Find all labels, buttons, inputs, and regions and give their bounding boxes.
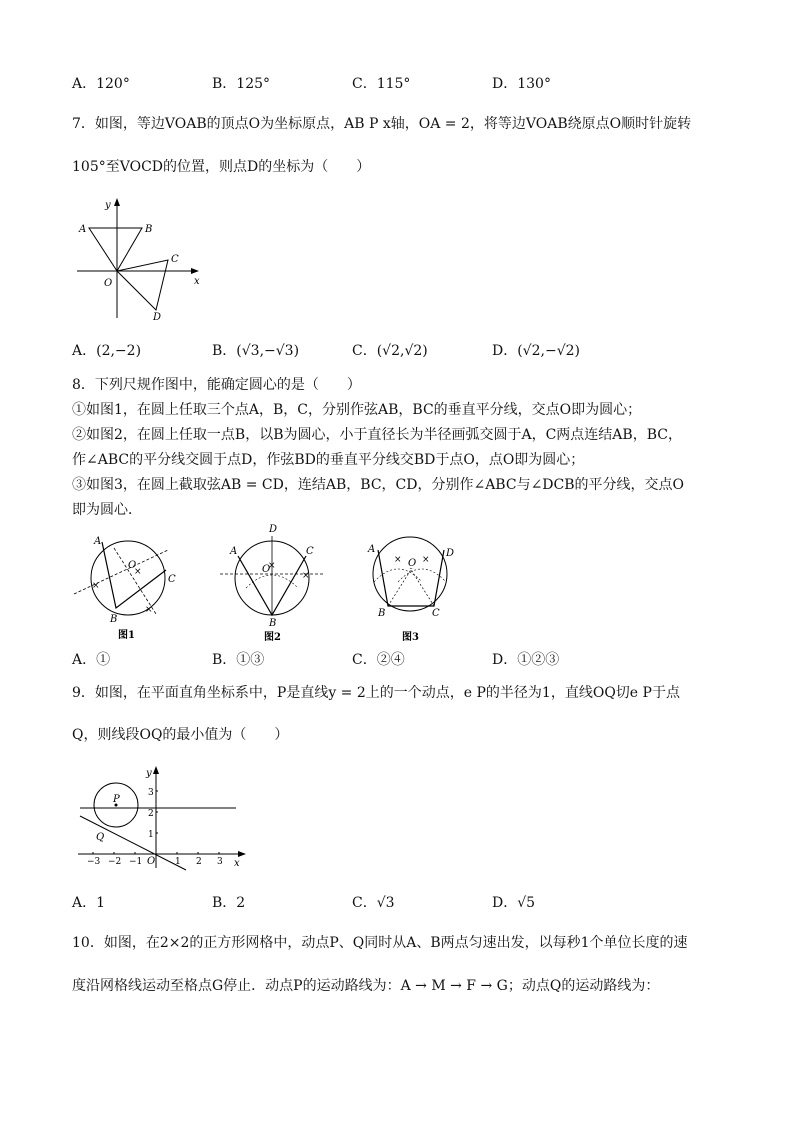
- q9-label-2: 2: [148, 809, 154, 819]
- q8-figure3: [364, 536, 464, 646]
- q8-figure2: [216, 522, 326, 642]
- q7-label-o: O: [104, 278, 113, 289]
- q6-option-b: B．125°: [212, 76, 271, 92]
- q8-fig2-label-a: A: [230, 546, 238, 557]
- q8-fig1-caption: 图1: [118, 630, 135, 641]
- q8-fig1-label-a: A: [94, 536, 102, 547]
- q9-label-q: Q: [96, 832, 105, 843]
- q9-label-1: 1: [148, 830, 154, 840]
- q8-stem-line1: 8．下列尺规作图中，能确定圆心的是（ ）: [72, 377, 361, 393]
- q7-option-b: B．(√3,−√3): [212, 343, 300, 359]
- q10-stem-line1: 10．如图，在2×2的正方形网格中，动点P、Q同时从A、B两点匀速出发，以每秒1个单位长度的速: [72, 935, 688, 951]
- q10-stem-line2: 度沿网格线运动至格点G停止．动点P的运动路线为：A → M → F → G；动点Q的运动路线为：: [72, 978, 660, 994]
- q8-fig2-caption: 图2: [264, 632, 281, 642]
- q7-stem-line2: 105°至VOCD的位置，则点D的坐标为（ ）: [72, 159, 371, 175]
- q9-tick-neg1: −1: [129, 857, 143, 867]
- q8-stem-line6: 即为圆心．: [72, 502, 142, 518]
- q8-fig3-label-c: C: [432, 608, 440, 619]
- q7-stem-line1: 7．如图，等边VOAB的顶点O为坐标原点，AB P x轴，OA = 2，将等边VOAB绕原点O顺时针旋转: [72, 116, 692, 132]
- q8-fig1-label-b: B: [110, 614, 118, 625]
- q8-fig2-label-o: O: [262, 564, 271, 575]
- q6-option-d: D．130°: [492, 76, 551, 92]
- q8-stem-line3: ②如图2，在圆上任取一点B，以B为圆心，小于直径长为半径画弧交圆于A，C两点连结AB，BC，: [72, 427, 682, 443]
- q6-option-c: C．115°: [352, 76, 411, 92]
- q7-option-a: A．(2,−2): [72, 343, 142, 359]
- q9-tick-3: 3: [217, 857, 223, 867]
- q9-label-x: x: [234, 858, 240, 869]
- svg-text:×: ×: [268, 561, 276, 571]
- q9-tick-2: 2: [196, 857, 202, 867]
- q8-option-d: D．①②③: [492, 652, 560, 668]
- q7-label-x: x: [194, 276, 200, 287]
- q9-option-b: B．2: [212, 895, 246, 911]
- q9-option-c: C．√3: [352, 895, 395, 911]
- svg-text:×: ×: [134, 567, 142, 577]
- svg-text:×: ×: [92, 581, 100, 591]
- q8-fig3-label-o: O: [408, 558, 417, 569]
- q7-option-c: C．(√2,√2): [352, 343, 428, 359]
- q7-figure: [72, 196, 212, 322]
- q8-fig1-label-o: O: [128, 560, 137, 571]
- q7-label-d: D: [153, 312, 162, 322]
- q8-fig3-label-d: D: [446, 548, 455, 559]
- svg-text:×: ×: [422, 555, 430, 565]
- q8-stem-line2: ①如图1，在圆上任取三个点A，B，C，分别作弦AB，BC的垂直平分线，交点O即为圆心；: [72, 402, 642, 418]
- q6-option-a: A．120°: [72, 76, 130, 92]
- q8-fig2-label-c: C: [306, 546, 314, 557]
- q9-tick-neg3: −3: [87, 857, 101, 867]
- q8-fig3-label-a: A: [368, 544, 376, 555]
- q8-fig2-label-d: D: [269, 524, 278, 535]
- svg-text:×: ×: [394, 555, 402, 565]
- q8-fig3-label-b: B: [378, 608, 386, 619]
- q9-label-y: y: [146, 768, 152, 779]
- q7-label-b: B: [145, 224, 153, 235]
- q9-tick-1: 1: [175, 857, 181, 867]
- q9-label-p: P: [113, 794, 120, 805]
- q8-stem-line4: 作∠ABC的平分线交圆于点D，作弦BD的垂直平分线交BD于点O，点O即为圆心；: [72, 452, 585, 468]
- q8-fig3-caption: 图3: [402, 632, 419, 643]
- q8-option-c: C．②④: [352, 652, 405, 668]
- q9-label-3: 3: [148, 788, 154, 798]
- q9-figure: [74, 762, 250, 872]
- q7-label-y: y: [105, 200, 111, 211]
- q9-stem-line2: Q，则线段OQ的最小值为（ ）: [72, 727, 289, 743]
- q7-label-c: C: [171, 254, 179, 265]
- q9-tick-neg2: −2: [108, 857, 122, 867]
- q8-fig2-label-b: B: [269, 618, 277, 629]
- svg-text:×: ×: [145, 605, 153, 615]
- q9-option-a: A．1: [72, 895, 106, 911]
- q8-figure1: [70, 530, 180, 642]
- q8-option-a: A．①: [72, 652, 111, 668]
- q8-stem-line5: ③如图3，在圆上截取弦AB = CD，连结AB，BC，CD，分别作∠ABC与∠DCB的平分线，交点O: [72, 477, 684, 493]
- q9-stem-line1: 9．如图，在平面直角坐标系中，P是直线y = 2上的一个动点，e P的半径为1，直线OQ切e P于点: [72, 685, 680, 701]
- q7-option-d: D．(√2,−√2): [492, 343, 580, 359]
- svg-text:×: ×: [302, 571, 310, 581]
- q9-option-d: D．√5: [492, 895, 536, 911]
- q8-fig1-label-c: C: [168, 574, 176, 585]
- q9-label-o: O: [147, 856, 156, 867]
- q7-label-a: A: [79, 224, 87, 235]
- q8-option-b: B．①③: [212, 652, 265, 668]
